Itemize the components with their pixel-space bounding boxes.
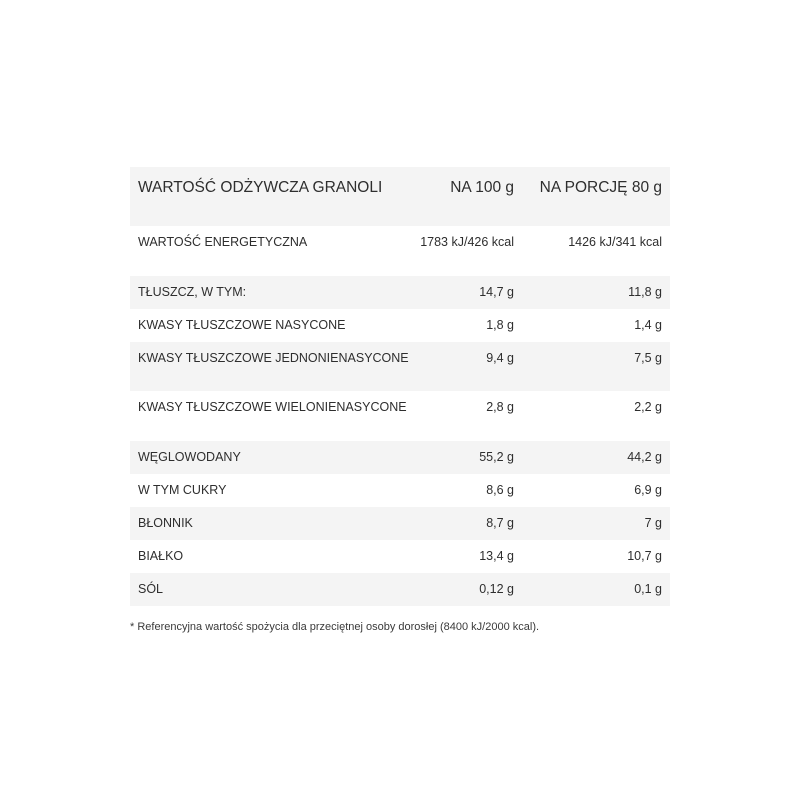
table-row: [130, 573, 670, 606]
table-row: [130, 276, 670, 309]
header-per-100g: NA 100 g: [450, 179, 514, 196]
value-per-portion: 44,2 g: [627, 450, 662, 464]
table-row: [130, 441, 670, 474]
nutrient-name: WARTOŚĆ ENERGETYCZNA: [138, 235, 308, 249]
footnote: * Referencyjna wartość spożycia dla przeciętnej osoby dorosłej (8400 kJ/2000 kcal).: [130, 621, 540, 633]
header-nutrient: WARTOŚĆ ODŻYWCZA GRANOLI: [138, 179, 383, 196]
value-per-100g: 14,7 g: [479, 285, 514, 299]
table-row: [130, 474, 670, 507]
header-per-portion: NA PORCJĘ 80 g: [539, 179, 662, 196]
value-per-100g: 8,6 g: [486, 483, 514, 497]
value-per-portion: 11,8 g: [628, 285, 662, 299]
table-row: [130, 342, 670, 391]
value-per-100g: 1,8 g: [486, 318, 514, 332]
table-row: [130, 507, 670, 540]
nutrient-name: W TYM CUKRY: [138, 483, 227, 497]
nutrition-table: [130, 167, 670, 606]
value-per-100g: 9,4 g: [486, 351, 514, 365]
nutrient-name: KWASY TŁUSZCZOWE WIELONIENASYCONE: [138, 400, 407, 414]
value-per-portion: 1,4 g: [634, 318, 662, 332]
table-row: [130, 391, 670, 441]
value-per-100g: 0,12 g: [479, 582, 514, 596]
table-row: [130, 309, 670, 342]
value-per-portion: 0,1 g: [634, 582, 662, 596]
value-per-portion: 2,2 g: [634, 400, 662, 414]
nutrient-name: TŁUSZCZ, W TYM:: [138, 285, 247, 299]
table-header-row: [130, 167, 670, 226]
nutrient-name: KWASY TŁUSZCZOWE JEDNONIENASYCONE: [138, 351, 409, 365]
value-per-portion: 6,9 g: [634, 483, 662, 497]
value-per-100g: 1783 kJ/426 kcal: [420, 235, 514, 249]
value-per-portion: 1426 kJ/341 kcal: [568, 235, 662, 249]
table-row: [130, 540, 670, 573]
nutrient-name: KWASY TŁUSZCZOWE NASYCONE: [138, 318, 346, 332]
nutrition-panel: [130, 167, 670, 606]
table-row: [130, 226, 670, 276]
value-per-portion: 10,7 g: [627, 549, 662, 563]
nutrient-name: WĘGLOWODANY: [138, 450, 241, 464]
nutrient-name: SÓL: [138, 582, 164, 596]
value-per-100g: 55,2 g: [479, 450, 514, 464]
nutrient-name: BŁONNIK: [138, 516, 193, 530]
nutrient-name: BIAŁKO: [138, 549, 184, 563]
value-per-100g: 13,4 g: [479, 549, 514, 563]
value-per-100g: 2,8 g: [486, 400, 514, 414]
value-per-portion: 7,5 g: [634, 351, 662, 365]
value-per-portion: 7 g: [644, 516, 662, 530]
value-per-100g: 8,7 g: [486, 516, 514, 530]
